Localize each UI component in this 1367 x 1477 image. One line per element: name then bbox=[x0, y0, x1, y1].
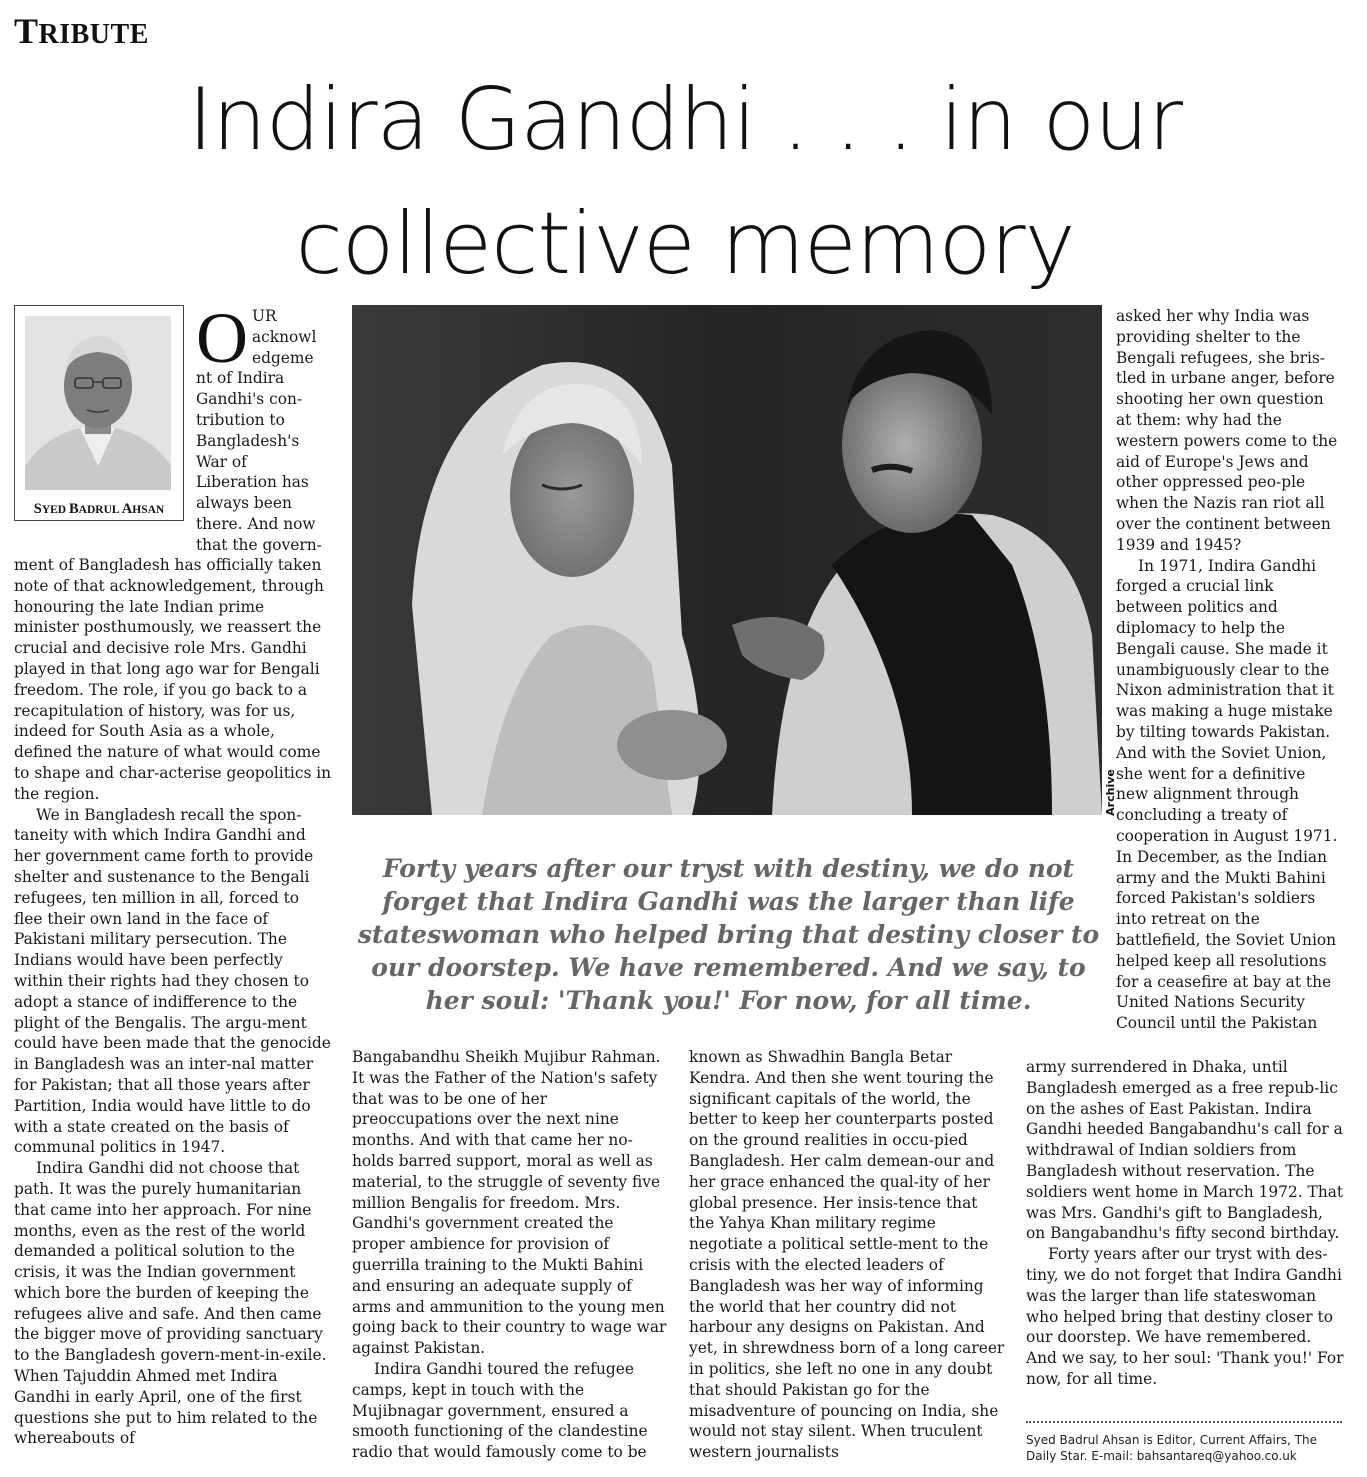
author-portrait-illustration bbox=[25, 316, 171, 490]
paragraph: We in Bangladesh recall the spon-taneity with which Indira Gandhi and her government came forth to provide shelter and sustenance to the Bengali refugees, ten million in all, forced to flee their own land in the face of Pakistani military persecution. The Indians would have been perfectly within their rights had they chosen to adopt a stance of indifference to the plight of the Bengalis. The argu-ment could have been made that the genocide in Bangladesh was an inter-nal matter for Pakistan; that all those years after Partition, India would have little to do with a state created on the basis of communal politics in 1947. bbox=[14, 805, 331, 1157]
author-bio: Syed Badrul Ahsan is Editor, Current Affairs, The Daily Star. E-mail: bahsantareq@yahoo.co.uk bbox=[1026, 1433, 1317, 1463]
intro-line: Liberation has bbox=[196, 473, 309, 492]
section-kicker bbox=[14, 10, 149, 52]
caption-initial: A bbox=[121, 501, 133, 517]
column-3 bbox=[689, 1047, 1007, 1463]
column-1 bbox=[14, 555, 332, 1449]
intro-line: edgeme bbox=[252, 348, 314, 367]
intro-line: Bangladesh's bbox=[196, 431, 300, 450]
caption-rest: YED bbox=[41, 504, 69, 516]
author-photo bbox=[25, 316, 171, 490]
headline-line-2: collective memory bbox=[295, 194, 1075, 294]
intro-line: Gandhi's con- bbox=[196, 390, 303, 409]
bio-divider bbox=[1026, 1421, 1342, 1423]
caption-rest: ADRUL bbox=[78, 504, 122, 516]
paragraph: known as Shwadhin Bangla Betar Kendra. And then she went touring the significant capitals of the world, the better to keep her counterparts posted on the ground realities in occu-pied Bangladesh. Her calm demean-our and her grace enhanced the qual-ity of her global presence. Her insis-tence that the Yahya Khan military regime negotiate a political settle-ment to the crisis with the elected leaders of Bangladesh was her way of informing the world that her country did not harbour any designs on Pakistan. And yet, in shrewdness born of a long career in politics, she left no one in any doubt that should Pakistan go for the misadventure of pouncing on India, she would not stay silent. When truculent western journalists bbox=[689, 1048, 1005, 1462]
paragraph: Forty years after our tryst with des-tiny, we do not forget that Indira Gandhi was the larger than life stateswoman who helped bring that destiny closer to our doorstep. We have remembered. And we say, to her soul: 'Thank you!' For now, for all time. bbox=[1026, 1245, 1344, 1388]
paragraph: ment of Bangladesh has officially taken note of that acknowledgement, through honouring the late Indian prime minister posthumously, we reassert the crucial and decisive role Mrs. Gandhi played in that long ago war for Bengali freedom. The role, if you go back to a recapitulation of history, was for us, indeed for South Asia as a whole, defined the nature of what would come to shape and char-acterise geopolitics in the region. bbox=[14, 556, 332, 803]
intro-line: there. And now bbox=[196, 514, 316, 533]
intro-line: acknowl bbox=[252, 327, 317, 346]
intro-line: that the govern- bbox=[196, 535, 322, 554]
intro-line: tribution to bbox=[196, 410, 285, 429]
headline bbox=[60, 58, 1310, 306]
paragraph: In 1971, Indira Gandhi forged a crucial link between politics and diplomacy to help the Bengali cause. She made it unambiguously clear to the Nixon administration that it was making a huge mistake by tilting towards Pakistan. And with the Soviet Union, she went for a definitive new alignment through concluding a treaty of cooperation in August 1971. In December, as the Indian army and the Mukti Bahini forced Pakistan's soldiers into retreat on the battlefield, the Soviet Union helped keep all resolutions for a ceasefire at bay at the United Nations Security Council until the Pakistan bbox=[1116, 556, 1338, 1033]
photo-illustration bbox=[352, 305, 1102, 815]
intro-line: nt of Indira bbox=[196, 369, 285, 388]
kicker-initial: T bbox=[14, 11, 39, 51]
photo-credit-text: Archive bbox=[1103, 769, 1117, 816]
column-5 bbox=[1026, 1057, 1344, 1390]
archive-photo bbox=[352, 305, 1102, 815]
headline-line-1: Indira Gandhi . . . in our bbox=[187, 70, 1183, 170]
column-2 bbox=[352, 1047, 670, 1463]
paragraph: asked her why India was providing shelter to the Bengali refugees, she bris-tled in urbane anger, before shooting her own question at them: why had the western powers come to the aid of Europe's Jews and other oppressed peo-ple when the Nazis ran riot all over the continent between 1939 and 1945? bbox=[1116, 307, 1338, 554]
paragraph: Indira Gandhi toured the refugee camps, kept in touch with the Mujibnagar government, ensured a smooth functioning of the clandestine radio that would famously come to be bbox=[352, 1359, 648, 1462]
intro-line: UR bbox=[252, 307, 277, 325]
paragraph: Bangabandhu Sheikh Mujibur Rahman. It was the Father of the Nation's safety that was to be one of her preoccupations over the next nine months. And with that came her no-holds barred support, moral as well as material, to the struggle of seventy five million Bengalis for freedom. Mrs. Gandhi's government created the proper ambience for provision of guerrilla training to the Mukti Bahini and ensuring an adequate supply of arms and ammunition to the young men going back to their country to wage war against Pakistan. bbox=[352, 1048, 667, 1358]
author-mugshot bbox=[14, 305, 184, 521]
drop-cap: O bbox=[196, 298, 248, 378]
intro-line: War of bbox=[196, 452, 247, 471]
column-1-intro bbox=[196, 298, 336, 556]
caption-initial: S bbox=[33, 501, 42, 517]
paragraph: army surrendered in Dhaka, until Bangladesh emerged as a free repub-lic on the ashes of East Pakistan. Indira Gandhi heeded Bangabandhu's call for a withdrawal of Indian soldiers from Bangladesh without reservation. The soldiers went home in March 1972. That was Mrs. Gandhi's gift to Bangladesh, on Bangabandhu's fifty second birthday. bbox=[1026, 1058, 1344, 1243]
author-caption bbox=[15, 501, 183, 518]
caption-initial: B bbox=[68, 501, 79, 517]
caption-rest: HSAN bbox=[132, 504, 165, 516]
kicker-rest: RIBUTE bbox=[38, 19, 149, 50]
intro-line: always been bbox=[196, 494, 292, 513]
paragraph: Indira Gandhi did not choose that path. It was the purely humanitarian that came into her approach. For nine months, even as the rest of the world demanded a political solution to the crisis, it was the Indian government which bore the burden of keeping the refugees alive and safe. And then came the bigger move of providing sanctuary to the Bangladesh govern-ment-in-exile. When Tajuddin Ahmed met Indira Gandhi in early April, one of the first questions she put to him related to the whereabouts of bbox=[14, 1159, 327, 1448]
column-4 bbox=[1116, 306, 1342, 1034]
pull-quote: Forty years after our tryst with destiny, we do not forget that Indira Gandhi was the larger than life stateswoman who helped bring that destiny closer to our doorstep. We have remembered. And we say, to her soul: 'Thank you!' For now, for all time. bbox=[357, 854, 1100, 1015]
